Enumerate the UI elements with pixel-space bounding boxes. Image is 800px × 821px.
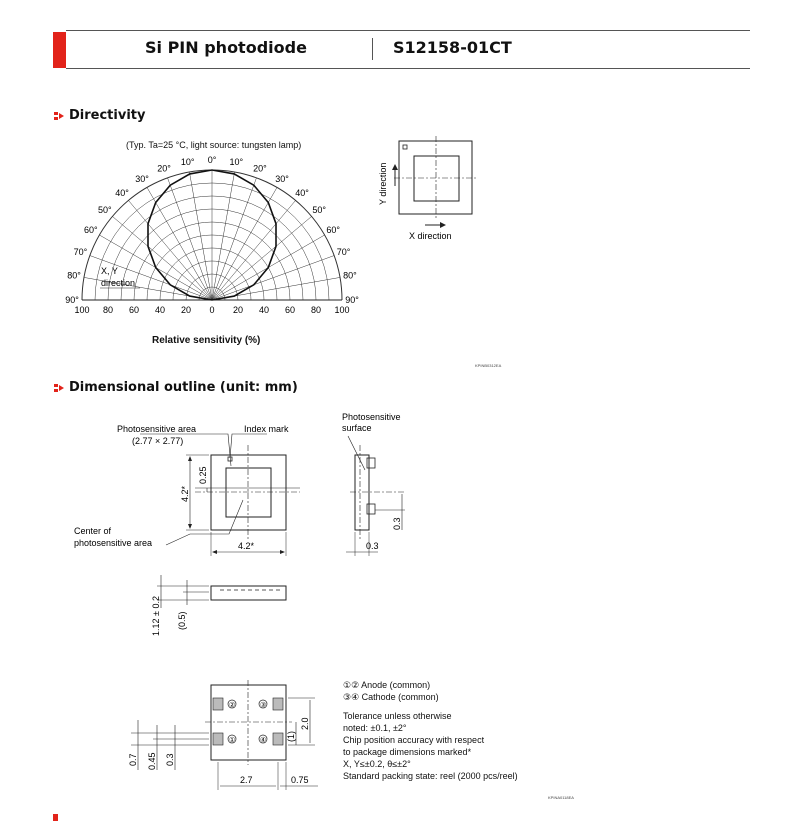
index-mark-label: Index mark [244, 424, 289, 434]
polar-angle-label: 50° [97, 205, 112, 215]
polar-angle-label: 80° [343, 270, 357, 281]
arrowhead [212, 550, 217, 554]
top-view [140, 434, 300, 556]
dim-chip-height: (0.5) [177, 611, 187, 630]
polar-angle-label: 20° [253, 163, 267, 174]
y-direction-label: Y direction [378, 162, 388, 205]
polar-xtick-label: 20 [180, 305, 192, 315]
outline-code: KPINA0118EA [548, 795, 574, 800]
surface-leader [348, 436, 365, 470]
side-view-pad [367, 504, 375, 514]
side-view [346, 436, 405, 556]
dim-pad-center: (1) [286, 731, 296, 742]
dim-pad-045: 0.45 [147, 752, 157, 770]
polar-xtick-label: 60 [128, 305, 140, 315]
polar-xtick-label: 60 [284, 305, 296, 315]
product-type-title: Si PIN photodiode [145, 38, 307, 57]
dim-height: 4.2* [180, 485, 190, 502]
note-anode: ①② Anode (common) [343, 680, 431, 690]
photo-area-label: Photosensitive area [117, 424, 197, 434]
dim-offset: 0.25 [198, 466, 208, 484]
directivity-code: KPINB0312EA [475, 363, 502, 368]
polar-angle-label: 90° [345, 295, 359, 305]
dim-pad-span: 2.7 [240, 775, 253, 785]
polar-angle-label: 10° [229, 157, 244, 168]
polar-xtick-label: 80 [310, 305, 322, 315]
polar-angle-label: 70° [336, 247, 351, 258]
polar-xtick-label: 100 [334, 305, 350, 315]
arrowhead [188, 456, 192, 461]
polar-angle-label: 0° [207, 155, 217, 165]
note-tolerance-2: noted: ±0.1, ±2° [343, 723, 407, 733]
x-direction-label: X direction [409, 231, 452, 241]
polar-xtick-label: 80 [102, 305, 114, 315]
polar-xtick-label: 40 [154, 305, 166, 315]
polar-angle-label: 10° [180, 157, 195, 168]
photo-area-size: (2.77 × 2.77) [132, 436, 184, 446]
thickness-view [157, 575, 286, 608]
polar-xtick-label: 100 [74, 305, 90, 315]
pad-label: ① [229, 737, 236, 744]
center-leader [166, 500, 243, 545]
curve-label-line1: X, Y [101, 266, 118, 276]
directivity-heading-text: Directivity [69, 108, 146, 123]
dim-side-thickness: 0.3 [366, 541, 379, 551]
polar-angle-label: 80° [67, 270, 81, 281]
top-view-photosensitive-area [226, 468, 271, 517]
curve-label-line2: direction [101, 278, 136, 288]
polar-angle-label: 60° [326, 225, 341, 235]
photo-surface-label-1: Photosensitive [342, 412, 401, 422]
note-tolerance-1: Tolerance unless otherwise [343, 711, 452, 721]
outline-heading-text: Dimensional outline (unit: mm) [69, 380, 298, 395]
pad-label: ③ [260, 702, 267, 709]
pad-4 [273, 733, 283, 745]
thickness-package [211, 586, 286, 600]
arrowhead [188, 524, 192, 529]
arrowhead [280, 550, 285, 554]
polar-angle-label: 20° [157, 163, 171, 174]
directivity-xlabel: Relative sensitivity (%) [152, 335, 261, 346]
polar-xtick-label: 40 [258, 305, 270, 315]
product-model-number: S12158-01CT [393, 38, 512, 57]
next-section-marker [53, 814, 58, 821]
polar-angle-label: 90° [65, 295, 79, 305]
dim-pad-pitch: 2.0 [300, 717, 310, 730]
pad-label: ② [229, 702, 236, 709]
pad-label: ④ [260, 737, 267, 744]
polar-angle-label: 50° [312, 205, 327, 215]
polar-angle-label: 40° [115, 187, 129, 198]
polar-angle-label: 60° [83, 225, 98, 235]
top-view-package [211, 455, 286, 530]
bottom-view-package [211, 685, 286, 760]
dim-pad-edge: 0.75 [291, 775, 309, 785]
note-chip-position-1: Chip position accuracy with respect [343, 735, 485, 745]
directivity-conditions: (Typ. Ta=25 °C, light source: tungsten lamp) [126, 140, 302, 150]
center-label-2: photosensitive area [74, 538, 153, 548]
note-packing: Standard packing state: reel (2000 pcs/reel) [343, 771, 518, 781]
dim-pad-03: 0.3 [165, 753, 175, 766]
dim-pad-07: 0.7 [128, 753, 138, 766]
center-label-1: Center of [74, 526, 112, 536]
dim-total-height: 1.12 ± 0.2 [151, 596, 161, 636]
polar-angle-label: 70° [73, 247, 88, 258]
polar-angle-label: 40° [295, 187, 309, 198]
note-chip-position-2: to package dimensions marked* [343, 747, 472, 757]
side-view-pad [367, 458, 375, 468]
polar-angle-label: 30° [275, 173, 289, 184]
polar-xtick-label: 0 [209, 305, 215, 315]
note-cathode: ③④ Cathode (common) [343, 692, 439, 702]
pad-1 [213, 733, 223, 745]
index-mark-leader [230, 434, 267, 458]
photo-surface-label-2: surface [342, 423, 372, 433]
dim-width: 4.2* [238, 541, 255, 551]
pad-3 [273, 698, 283, 710]
polar-angle-label: 30° [135, 173, 149, 184]
pad-2 [213, 698, 223, 710]
dim-side-offset: 0.3 [392, 517, 402, 530]
polar-xtick-label: 20 [232, 305, 244, 315]
note-chip-position-3: X, Y≤±0.2, θ≤±2° [343, 759, 411, 769]
